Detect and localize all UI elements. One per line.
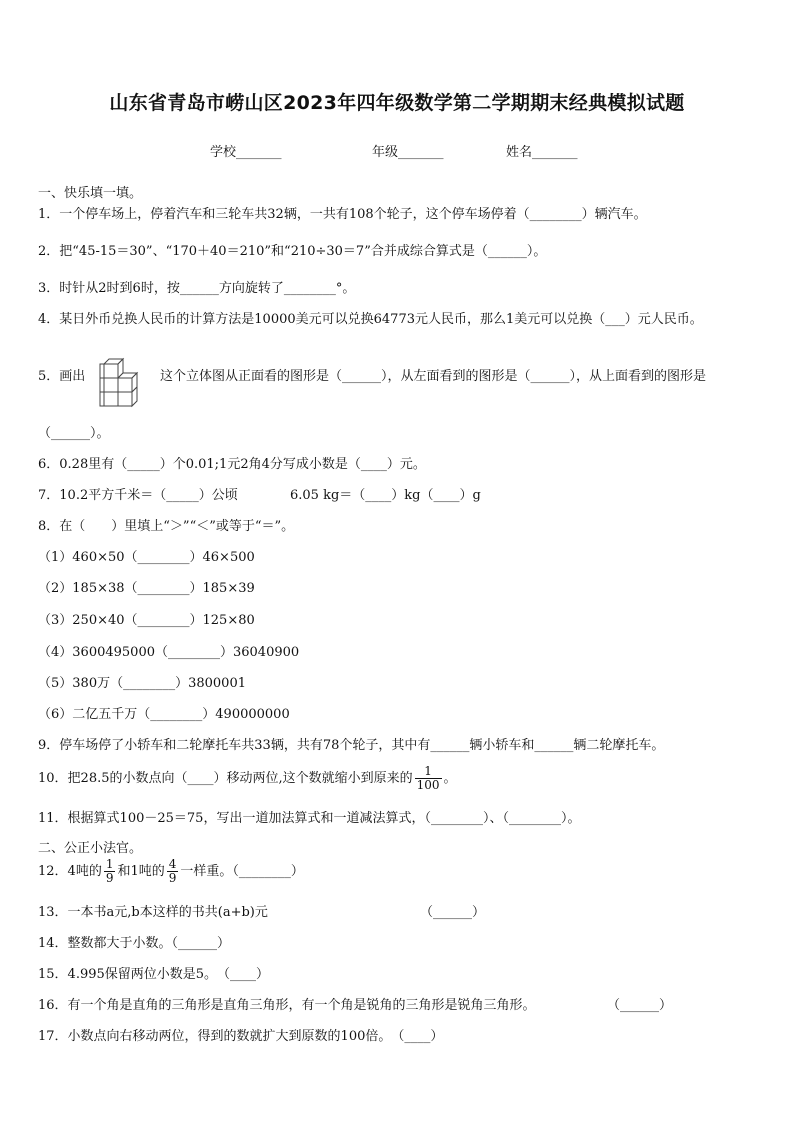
fraction-numerator: 1: [105, 857, 114, 871]
question-5-lead: 5．画出: [38, 369, 86, 384]
question-13-answer: （______）: [420, 905, 486, 920]
question-7-part-b: 6.05 kg＝（____）kg（____）g: [290, 488, 481, 503]
section-heading-2: 二、公正小法官。: [38, 841, 143, 856]
question-3: 3．时针从2时到6时，按______方向旋转了________°。: [38, 281, 356, 296]
fraction-four-ninths: [167, 858, 179, 885]
section-heading-1: 一、快乐填一填。: [38, 186, 143, 201]
question-6: 6．0.28里有（_____）个0.01;1元2角4分写成小数是（____）元。: [38, 457, 426, 472]
question-11: 11．根据算式100－25＝75，写出一道加法算式和一道减法算式，（________）、（________）。: [38, 811, 581, 826]
question-12: [38, 858, 304, 885]
question-8-item-1: （1）460×50（________）46×500: [38, 550, 255, 565]
question-16: 16．有一个角是直角的三角形是直角三角形，有一个角是锐角的三角形是锐角三角形。: [38, 998, 536, 1013]
question-4: 4．某日外币兑换人民币的计算方法是10000美元可以兑换64773元人民币，那么1美元可以兑换（___）元人民币。: [38, 312, 703, 327]
name-field: 姓名_______: [506, 145, 578, 160]
fraction-denominator: 100: [416, 778, 440, 792]
question-12-text-c: 一样重。（________）: [180, 864, 304, 879]
question-8-item-5: （5）380万（________）3800001: [38, 676, 246, 691]
question-10-end: 。: [443, 771, 457, 786]
cube-figure-icon: [97, 352, 145, 408]
question-15: 15．4.995保留两位小数是5。 （____）: [38, 967, 270, 982]
question-10: [38, 765, 457, 792]
fraction-one-ninth: [104, 858, 116, 885]
question-8-item-4: （4）3600495000（________）36040900: [38, 645, 300, 660]
fraction-numerator: 1: [415, 765, 442, 779]
grade-field: 年级_______: [372, 145, 444, 160]
question-14: 14．整数都大于小数。（______）: [38, 936, 231, 951]
question-8-item-3: （3）250×40（________）125×80: [38, 613, 255, 628]
question-8: 8．在（ ）里填上“＞”“＜”或等于“＝”。: [38, 519, 295, 534]
question-9: 9．停车场停了小轿车和二轮摩托车共33辆，共有78个轮子，其中有______辆小轿车和______辆二轮摩托车。: [38, 738, 665, 753]
school-field: 学校_______: [210, 145, 282, 160]
fraction-denominator: 9: [168, 871, 177, 885]
question-2: 2．把“45-15＝30”、“170＋40＝210”和“210÷30＝7”合并成综合算式是（______）。: [38, 244, 547, 259]
question-8-item-2: （2）185×38（________）185×39: [38, 581, 255, 596]
question-8-item-6: （6）二亿五千万（________）490000000: [38, 707, 290, 722]
question-13: 13．一本书a元,b本这样的书共(a+b)元: [38, 905, 268, 920]
question-5-tail: （______）。: [38, 426, 110, 441]
question-12-text-a: 12．4吨的: [38, 864, 102, 879]
question-10-text: 10．把28.5的小数点向（____）移动两位,这个数就缩小到原来的: [38, 771, 413, 786]
fraction-denominator: 9: [105, 871, 114, 885]
question-5: 这个立体图从正面看的图形是（______），从左面看到的图形是（______），从上面看到的图形是: [160, 369, 707, 384]
fraction-one-hundredth: [415, 765, 442, 792]
fraction-numerator: 4: [168, 857, 177, 871]
question-7-part-a: 7．10.2平方千米＝（_____）公顷: [38, 488, 238, 503]
question-17: 17．小数点向右移动两位，得到的数就扩大到原数的100倍。 （____）: [38, 1029, 444, 1044]
question-12-text-b: 和1吨的: [117, 864, 165, 879]
question-16-answer: （______）: [607, 998, 673, 1013]
page-title: 山东省青岛市崂山区2023年四年级数学第二学期期末经典模拟试题: [109, 92, 685, 114]
question-1: 1．一个停车场上，停着汽车和三轮车共32辆，一共有108个轮子，这个停车场停着（________）辆汽车。: [38, 207, 647, 222]
